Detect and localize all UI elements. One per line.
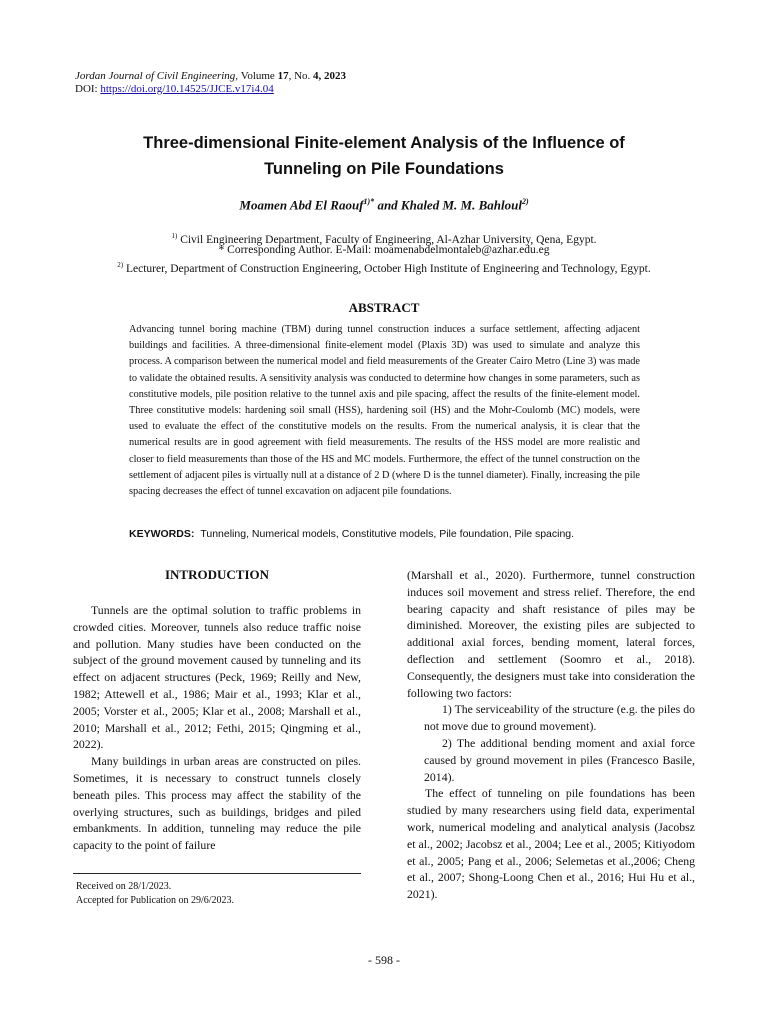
keywords-label: KEYWORDS: bbox=[129, 528, 195, 540]
doi-label: DOI: bbox=[75, 83, 98, 95]
volume-number: 17 bbox=[277, 70, 289, 82]
right-column bbox=[407, 567, 695, 903]
paragraph: (Marshall et al., 2020). Furthermore, tunnel construction induces soil movement and stress relief. Therefore, the end bearing capacity and shaft resistance of piles may be diminished. Moreover, the existing piles are subjected to additional axial forces, bending moment, lateral forces, deflection and settlement (Soomro et al., 2018). Consequently, the designers must take into consideration the following two factors: bbox=[407, 568, 695, 700]
list-item: 2) The additional bending moment and axial force caused by ground movement in piles (Francesco Basile, 2014). bbox=[424, 735, 695, 784]
doi-line bbox=[75, 82, 274, 96]
paragraph: The effect of tunneling on pile foundations has been studied by many researchers using field data, experimental work, numerical modeling and analytical analysis (Jacobsz et al., 2002; Jacobsz et al., 2004; Lee et al., 2005; Kitiyodom et al., 2005; Pang et al., 2006; Selemetas et al.,2006; Cheng et al., 2007; Shong-Loong Chen et al., 2016; Hui Hu et al., 2021). bbox=[407, 786, 695, 902]
paragraph: Many buildings in urban areas are constructed on piles. Sometimes, it is necessary to construct tunnels closely beneath piles. This process may affect the stability of the overlying structures, such as buildings, bridges and piled embankments. In addition, tunneling may reduce the pile capacity to the point of failure bbox=[73, 754, 361, 853]
issue-number: 4 bbox=[313, 70, 319, 82]
affiliation-2 bbox=[40, 258, 728, 277]
abstract-text: Advancing tunnel boring machine (TBM) during tunnel construction induces a surface settlement, affecting adjacent buildings and facilities. A three-dimensional finite-element model (Plaxis 3D) was used to simulate and analyze this process. A comparison between the numerical model and field measurements of the Greater Cairo Metro (Line 3) was made to validate the obtained results. A sensitivity analysis was conducted to determine how changes in some parameters, such as constitutive models, pile position relative to the tunnel axis and pile spacing, affect the results of the finite-element model. Three constitutive models: hardening soil small (HSS), hardening soil (HS) and the Mohr-Coulomb (MC) models, were used to evaluate the effect of the constitutive models on the results. From the numerical analysis, it is clear that the numerical results are in good agreement with field measurements. The results of the HSS model are more realistic and closer to field measurements than those of the HS and MC models. Furthermore, the effect of the tunnel construction on the settlement of adjacent piles is virtually null at a distance of 2 D (where D is the tunnel diameter). Finally, increasing the pile spacing decreases the effect of tunnel excavation on adjacent pile foundations. bbox=[129, 324, 640, 498]
affiliation-2-sup: 2) bbox=[117, 261, 124, 269]
year: , 2023 bbox=[318, 70, 347, 82]
doi-link[interactable]: https://doi.org/10.14525/JJCE.v17i4.04 bbox=[100, 83, 274, 95]
author-1: Moamen Abd El Raouf bbox=[239, 197, 364, 213]
corresponding-author: * Corresponding Author. E-Mail: moamenabdelmontaleb@azhar.edu.eg bbox=[218, 244, 550, 256]
keywords-text: Tunneling, Numerical models, Constitutive models, Pile foundation, Pile spacing. bbox=[200, 528, 575, 540]
affiliation-1-text: Civil Engineering Department, Faculty of Engineering, Al-Azhar University, Qena, Egypt. bbox=[177, 233, 597, 246]
journal-name: Jordan Journal of Civil Engineering, bbox=[75, 70, 239, 82]
left-column bbox=[73, 567, 361, 854]
introduction-heading: INTRODUCTION bbox=[164, 567, 269, 582]
affiliation-2-text: Lecturer, Department of Construction Engineering, October High Institute of Engineering and Technology, Egypt. bbox=[123, 262, 651, 275]
received-date: Received on 28/1/2023. bbox=[76, 881, 172, 892]
issue-label: , No. bbox=[288, 70, 311, 82]
journal-citation bbox=[75, 69, 346, 83]
page-number: - 598 - bbox=[368, 953, 400, 967]
affiliation-1-sup: 1) bbox=[171, 232, 178, 240]
author-2-sup: 2) bbox=[521, 197, 529, 206]
title-line-1: Three-dimensional Finite-element Analysis of the Influence of bbox=[143, 134, 625, 152]
abstract-heading: ABSTRACT bbox=[348, 300, 420, 315]
accepted-date: Accepted for Publication on 29/6/2023. bbox=[76, 895, 235, 906]
keywords bbox=[129, 528, 689, 540]
list-item: 1) The serviceability of the structure (e.g. the piles do not move due to ground movement). bbox=[424, 702, 696, 734]
author-2: Khaled M. M. Bahloul bbox=[400, 197, 522, 213]
author-1-sup: 1)* bbox=[363, 197, 375, 206]
footnote-divider bbox=[73, 873, 361, 874]
author-list bbox=[60, 197, 708, 213]
paragraph: Tunnels are the optimal solution to traffic problems in crowded cities. Moreover, tunnels also reduce traffic noise and pollution. Many studies have been conducted on the subject of the ground movement caused by tunneling and its effect on adjacent structures (Peck, 1969; Reilly and New, 1982; Attewell et al., 1986; Mair et al., 1993; Klar et al., 2005; Vorster et al., 2005; Klar et al., 2008; Marshall et al., 2010; Marshall et al., 2012; Fethi, 2015; Qingming et al., 2022). bbox=[73, 603, 361, 752]
title-line-2: Tunneling on Pile Foundations bbox=[264, 160, 504, 178]
paper-title bbox=[60, 130, 708, 182]
volume-label: Volume bbox=[240, 70, 275, 82]
author-conjunction: and bbox=[374, 197, 401, 213]
